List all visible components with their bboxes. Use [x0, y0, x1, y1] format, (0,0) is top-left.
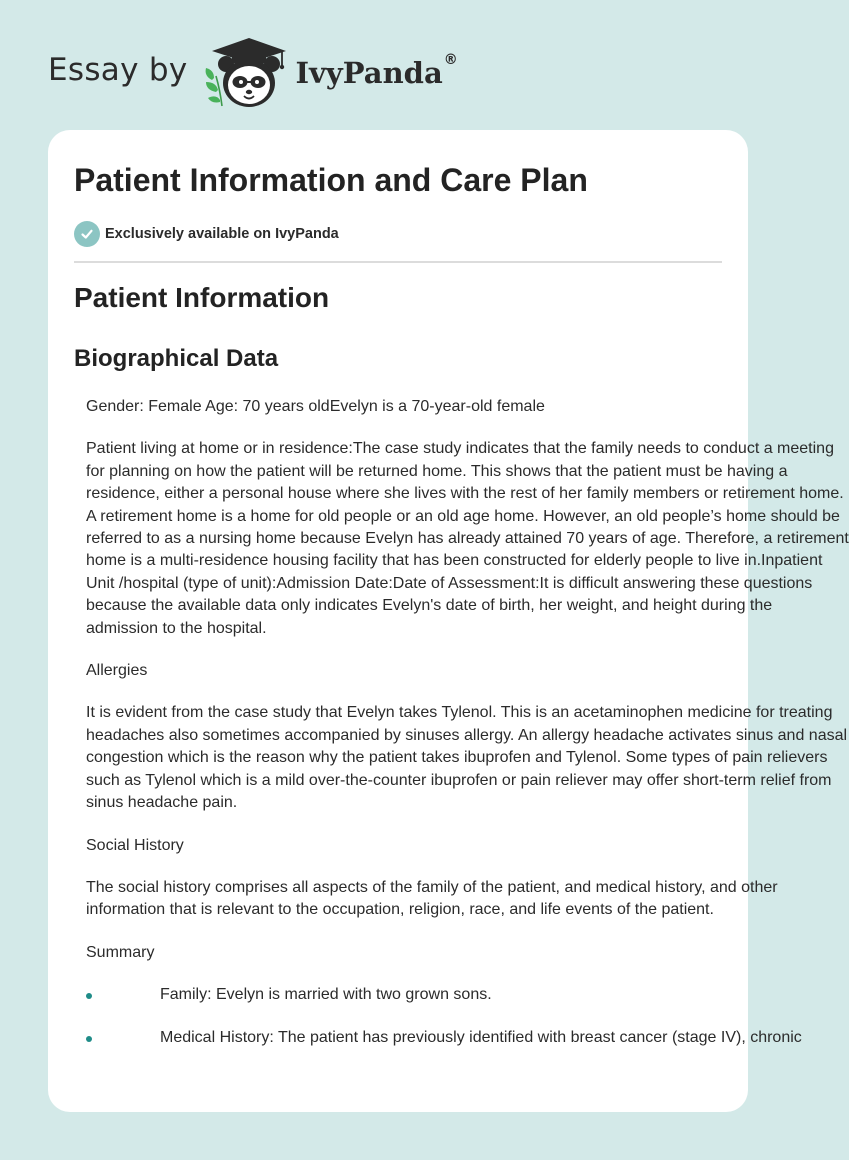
exclusive-label: Exclusively available on IvyPanda	[105, 226, 339, 242]
summary-list	[86, 984, 826, 1049]
paragraph-line: headaches also sometimes accompanied by sinuses allergy. An allergy headache activates sinus and nasal	[86, 726, 848, 744]
paragraph	[86, 660, 826, 682]
section-heading: Patient Information	[74, 282, 330, 313]
paragraph-line: sinus headache pain.	[86, 794, 238, 812]
bullet-dot-icon	[86, 993, 92, 999]
paragraph-line: because the available data only indicates Evelyn's date of birth, her weight, and height during the	[86, 597, 773, 615]
list-item-text: Family: Evelyn is married with two grown sons.	[160, 986, 492, 1004]
essay-card	[48, 130, 849, 1112]
paragraph-line: such as Tylenol which is a mild over-the-counter ibuprofen or pain reliever may offer short-term relief from	[86, 771, 832, 789]
paragraph-line: Gender: Female Age: 70 years oldEvelyn is a 70-year-old female	[86, 398, 545, 415]
paragraph	[86, 835, 826, 857]
exclusive-badge	[74, 221, 339, 247]
paragraph-line: residence, either a personal house where she lives with the rest of her family members or retirement home.	[86, 485, 844, 503]
paragraph-line: congestion which is the reason why the patient takes ibuprofen and Tylenol. Some types of pain relievers	[86, 749, 828, 767]
paragraph-line: Summary	[86, 943, 155, 961]
list-item	[86, 1027, 826, 1049]
registered-mark: ®	[443, 52, 458, 68]
paragraph-line: Social History	[86, 836, 184, 854]
list-item-text: Medical History: The patient has previously identified with breast cancer (stage IV), chronic	[160, 1028, 802, 1046]
subsection-heading: Biographical Data	[74, 345, 279, 372]
paragraph	[86, 396, 826, 418]
divider	[74, 261, 722, 263]
paragraph-line: It is evident from the case study that Evelyn takes Tylenol. This is an acetaminophen medicine for treating	[86, 704, 833, 722]
paragraph-line: Allergies	[86, 662, 148, 680]
check-icon	[74, 221, 100, 247]
paragraph	[86, 438, 849, 640]
panda-graduate-icon	[202, 36, 294, 112]
paragraph	[86, 702, 848, 814]
list-item	[86, 984, 826, 1006]
page-title: Patient Information and Care Plan	[74, 162, 588, 198]
paragraph-line: The social history comprises all aspects of the family of the patient, and medical history, and other	[86, 878, 778, 896]
paragraph-line: home is a multi-residence housing facility that has been constructed for elderly people to live in.Inpatient	[86, 552, 823, 570]
paragraph	[86, 877, 826, 922]
paragraph-line: Unit /hospital (type of unit):Admission Date:Date of Assessment:It is difficult answering these questions	[86, 574, 813, 592]
paragraphs	[86, 396, 849, 964]
paragraph-line: for planning on how the patient will be returned home. This shows that the patient must be having a	[86, 462, 788, 480]
paragraph-line: A retirement home is a home for old people or an old age home. However, an old people’s home should be	[86, 507, 840, 525]
essay-body	[86, 396, 849, 1069]
paragraph-line: information that is relevant to the occupation, religion, race, and life events of the patient.	[86, 901, 714, 919]
paragraph-line: Patient living at home or in residence:The case study indicates that the family needs to conduct a meeting	[86, 440, 834, 458]
brand-header	[48, 34, 458, 114]
paragraph-line: referred to as a nursing home because Evelyn has already attained 70 years of age. Therefore, a retirement	[86, 530, 849, 548]
brand-name: IvyPanda®	[295, 52, 458, 90]
brand-essay-by: Essay by	[48, 52, 188, 88]
bullet-dot-icon	[86, 1036, 92, 1042]
paragraph	[86, 942, 826, 964]
paragraph-line: admission to the hospital.	[86, 619, 267, 637]
